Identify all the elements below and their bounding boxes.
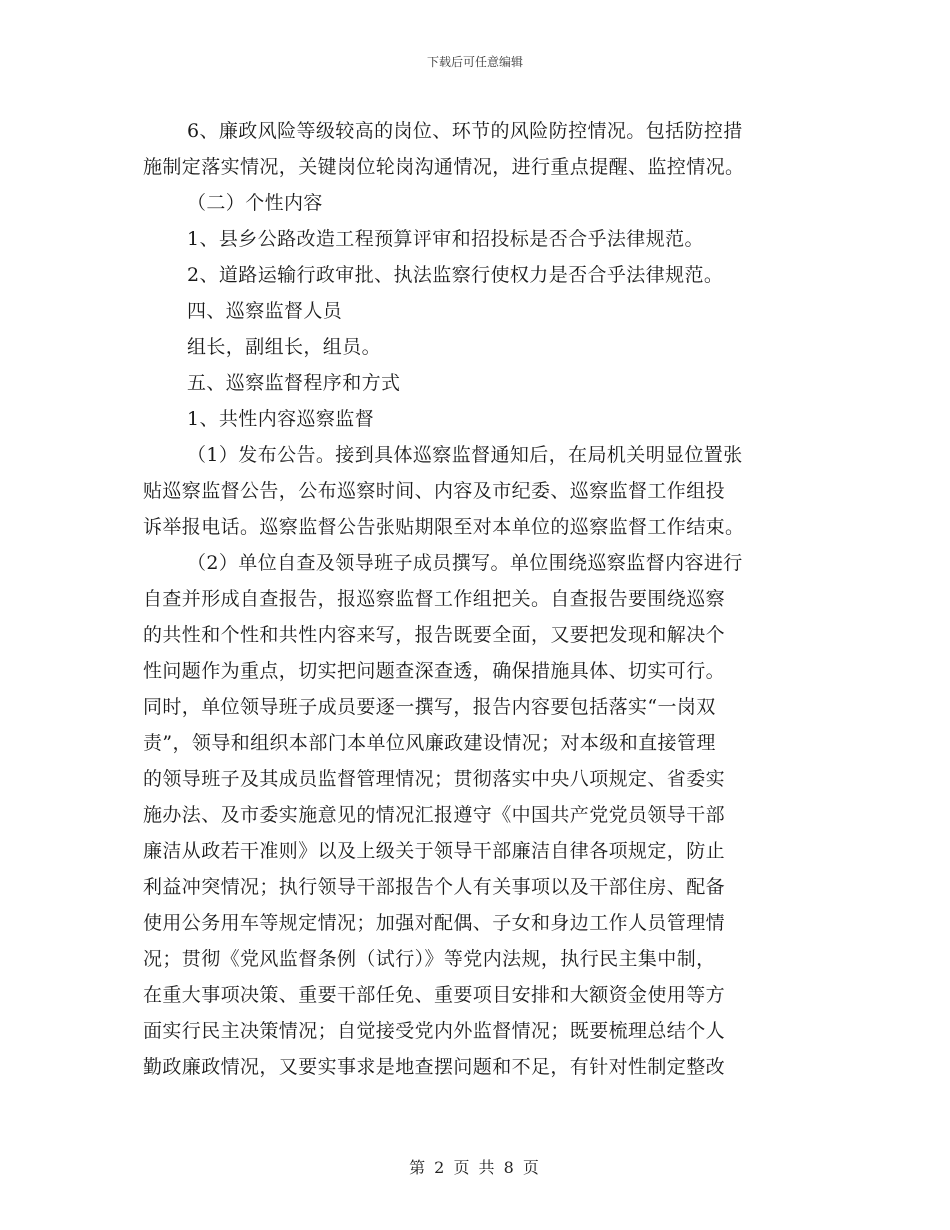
section-heading: 1、共性内容巡察监督 — [187, 408, 375, 430]
paragraph-line: 组长，副组长，组员。 — [187, 336, 382, 358]
paragraph-line: （1）发布公告。接到具体巡察监督通知后，在局机关明显位置张 — [187, 444, 743, 466]
paragraph-line: 的共性和个性和共性内容来写，报告既要全面，又要把发现和解决个 — [143, 624, 726, 646]
paragraph-line: 况；贯彻《党风监督条例（试行）》等党内法规，执行民主集中制， — [143, 948, 716, 970]
paragraph-line: 自查并形成自查报告，报巡察监督工作组把关。自查报告要围绕巡察 — [143, 588, 726, 610]
paragraph-line: 利益冲突情况；执行领导干部报告个人有关事项以及干部住房、配备 — [143, 876, 726, 898]
section-heading: 五、巡察监督程序和方式 — [187, 372, 401, 394]
paragraph-line: 诉举报电话。巡察监督公告张贴期限至对本单位的巡察监督工作结束。 — [143, 516, 745, 538]
document-body — [143, 113, 808, 1085]
paragraph-line: 施制定落实情况，关键岗位轮岗沟通情况，进行重点提醒、监控情况。 — [143, 156, 745, 178]
section-heading: 四、巡察监督人员 — [187, 300, 343, 322]
paragraph-line: 性问题作为重点，切实把问题查深查透，确保措施具体、切实可行。 — [143, 660, 726, 682]
page-header: 下载后可任意编辑 — [426, 55, 523, 69]
section-heading: （二）个性内容 — [187, 192, 323, 214]
paragraph-line: 使用公务用车等规定情况；加强对配偶、子女和身边工作人员管理情 — [143, 912, 726, 934]
page-number-footer: 第 2 页 共 8 页 — [409, 1158, 541, 1177]
paragraph-line: 的领导班子及其成员监督管理情况；贯彻落实中央八项规定、省委实 — [143, 768, 726, 790]
paragraph-line: 勤政廉政情况，又要实事求是地查摆问题和不足，有针对性制定整改 — [143, 1056, 726, 1078]
paragraph-line: （2）单位自查及领导班子成员撰写。单位围绕巡察监督内容进行 — [187, 552, 743, 574]
paragraph-line: 廉洁从政若干准则》以及上级关于领导干部廉洁自律各项规定，防止 — [143, 840, 726, 862]
paragraph-line: 同时，单位领导班子成员要逐一撰写，报告内容要包括落实“一岗双 — [143, 696, 716, 718]
paragraph-line: 2、道路运输行政审批、执法监察行使权力是否合乎法律规范。 — [187, 264, 724, 286]
paragraph-line: 面实行民主决策情况；自觉接受党内外监督情况；既要梳理总结个人 — [143, 1020, 726, 1042]
paragraph-line: 在重大事项决策、重要干部任免、重要项目安排和大额资金使用等方 — [143, 984, 726, 1006]
paragraph-line: 6、廉政风险等级较高的岗位、环节的风险防控情况。包括防控措 — [187, 120, 743, 142]
paragraph-line: 责”，领导和组织本部门本单位风廉政建设情况；对本级和直接管理 — [143, 732, 716, 754]
paragraph-line: 施办法、及市委实施意见的情况汇报遵守《中国共产党党员领导干部 — [143, 804, 726, 826]
paragraph-line: 1、县乡公路改造工程预算评审和招投标是否合乎法律规范。 — [187, 228, 704, 250]
paragraph-line: 贴巡察监督公告，公布巡察时间、内容及市纪委、巡察监督工作组投 — [143, 480, 726, 502]
